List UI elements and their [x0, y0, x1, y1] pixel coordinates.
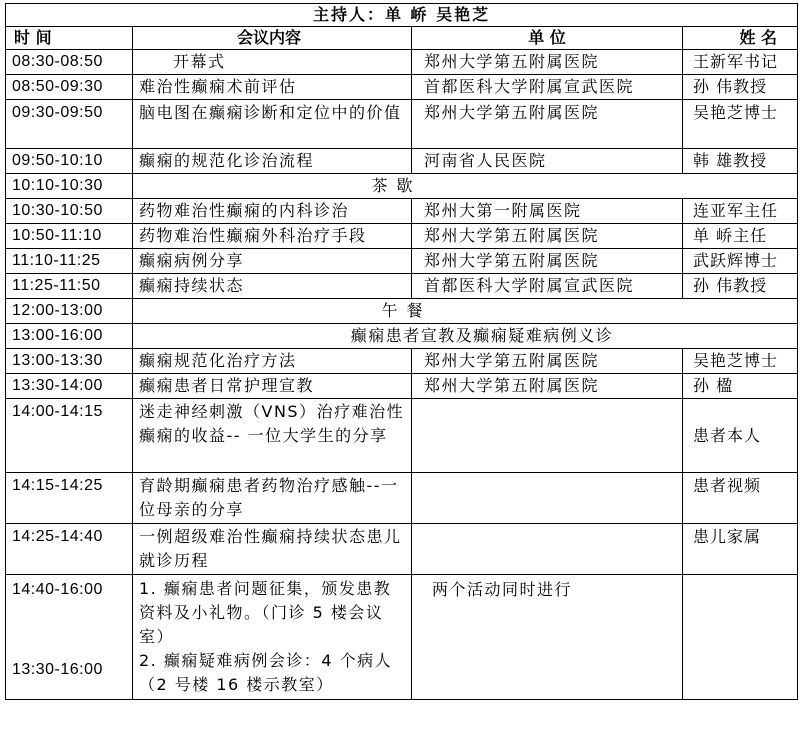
table-row [6, 473, 798, 524]
name-cell: 患儿家属 [683, 524, 798, 575]
unit-cell: 郑州大学第五附属医院 [412, 349, 683, 374]
unit-cell: 河南省人民医院 [412, 149, 683, 174]
time-cell [6, 575, 133, 700]
time-second: 13:30-16:00 [12, 661, 103, 678]
time-cell: 10:50-11:10 [6, 224, 133, 249]
topic-cell: 一例超级难治性癫痫持续状态患儿就诊历程 [133, 524, 412, 575]
table-row [6, 575, 798, 700]
name-cell: 武跃辉博士 [683, 249, 798, 274]
topic-cell: 育龄期癫痫患者药物治疗感触--一位母亲的分享 [133, 473, 412, 524]
table-row [6, 524, 798, 575]
name-cell: 单 峤主任 [683, 224, 798, 249]
activity-2: 2. 癫痫疑难病例会诊：4 个病人（2 号楼 16 楼示教室） [139, 651, 393, 694]
unit-cell: 郑州大第一附属医院 [412, 199, 683, 224]
topic-cell: 癫痫持续状态 [133, 274, 412, 299]
topic-cell: 癫痫的规范化诊治流程 [133, 149, 412, 174]
name-cell: 孙 伟教授 [683, 75, 798, 100]
name-cell: 韩 雄教授 [683, 149, 798, 174]
unit-cell: 郑州大学第五附属医院 [412, 374, 683, 399]
unit-cell: 首都医科大学附属宣武医院 [412, 274, 683, 299]
time-cell: 12:00-13:00 [6, 299, 133, 324]
section-cell: 癫痫患者宣教及癫痫疑难病例义诊 [133, 324, 798, 349]
unit-cell: 郑州大学第五附属医院 [412, 50, 683, 75]
time-first: 14:40-16:00 [12, 581, 103, 598]
break-cell: 午 餐 [133, 299, 798, 324]
name-cell: 孙 楹 [683, 374, 798, 399]
name-cell: 连亚军主任 [683, 199, 798, 224]
table-row [6, 174, 798, 199]
topic-cell [133, 575, 412, 700]
name-cell [683, 575, 798, 700]
host-cell: 主持人：单 峤 吴艳芝 [6, 4, 798, 27]
time-cell: 14:25-14:40 [6, 524, 133, 575]
time-cell: 09:30-09:50 [6, 100, 133, 149]
schedule-table [5, 3, 798, 700]
break-cell: 茶 歇 [133, 174, 798, 199]
header-unit: 单 位 [412, 27, 683, 50]
table-row [6, 324, 798, 349]
name-cell: 患者视频 [683, 473, 798, 524]
host-row [6, 4, 798, 27]
table-row [6, 274, 798, 299]
name-cell: 患者本人 [683, 399, 798, 473]
header-time: 时 间 [6, 27, 133, 50]
topic-cell: 脑电图在癫痫诊断和定位中的价值 [133, 100, 412, 149]
table-row [6, 224, 798, 249]
table-row [6, 299, 798, 324]
time-cell: 14:15-14:25 [6, 473, 133, 524]
header-name: 姓 名 [683, 27, 798, 50]
time-cell: 10:30-10:50 [6, 199, 133, 224]
time-cell: 09:50-10:10 [6, 149, 133, 174]
topic-cell: 癫痫患者日常护理宣教 [133, 374, 412, 399]
name-cell: 孙 伟教授 [683, 274, 798, 299]
time-cell: 14:00-14:15 [6, 399, 133, 473]
table-row [6, 349, 798, 374]
unit-cell [412, 473, 683, 524]
topic-cell: 癫痫规范化治疗方法 [133, 349, 412, 374]
activity-1: 1. 癫痫患者问题征集，颁发患教资料及小礼物。（门诊 5 楼会议室） [139, 579, 392, 646]
topic-cell: 迷走神经刺激（VNS）治疗难治性癫痫的收益-- 一位大学生的分享 [133, 399, 412, 473]
table-row [6, 399, 798, 473]
table-row [6, 249, 798, 274]
name-cell: 王新军书记 [683, 50, 798, 75]
time-cell: 10:10-10:30 [6, 174, 133, 199]
time-cell: 13:00-16:00 [6, 324, 133, 349]
topic-cell: 开幕式 [133, 50, 412, 75]
unit-cell: 郑州大学第五附属医院 [412, 249, 683, 274]
unit-cell [412, 399, 683, 473]
unit-cell: 郑州大学第五附属医院 [412, 224, 683, 249]
topic-cell: 癫痫病例分享 [133, 249, 412, 274]
table-row [6, 149, 798, 174]
header-topic: 会议内容 [133, 27, 412, 50]
table-row [6, 50, 798, 75]
topic-cell: 难治性癫痫术前评估 [133, 75, 412, 100]
table-row [6, 75, 798, 100]
name-cell: 吴艳芝博士 [683, 100, 798, 149]
unit-cell [412, 524, 683, 575]
topic-cell: 药物难治性癫痫外科治疗手段 [133, 224, 412, 249]
time-cell: 11:10-11:25 [6, 249, 133, 274]
table-row [6, 374, 798, 399]
unit-cell: 首都医科大学附属宣武医院 [412, 75, 683, 100]
time-cell: 08:30-08:50 [6, 50, 133, 75]
time-cell: 13:00-13:30 [6, 349, 133, 374]
name-cell: 吴艳芝博士 [683, 349, 798, 374]
time-cell: 11:25-11:50 [6, 274, 133, 299]
unit-cell: 郑州大学第五附属医院 [412, 100, 683, 149]
time-cell: 13:30-14:00 [6, 374, 133, 399]
topic-cell: 药物难治性癫痫的内科诊治 [133, 199, 412, 224]
table-row [6, 100, 798, 149]
header-row [6, 27, 798, 50]
time-cell: 08:50-09:30 [6, 75, 133, 100]
unit-cell: 两个活动同时进行 [412, 575, 683, 700]
table-row [6, 199, 798, 224]
